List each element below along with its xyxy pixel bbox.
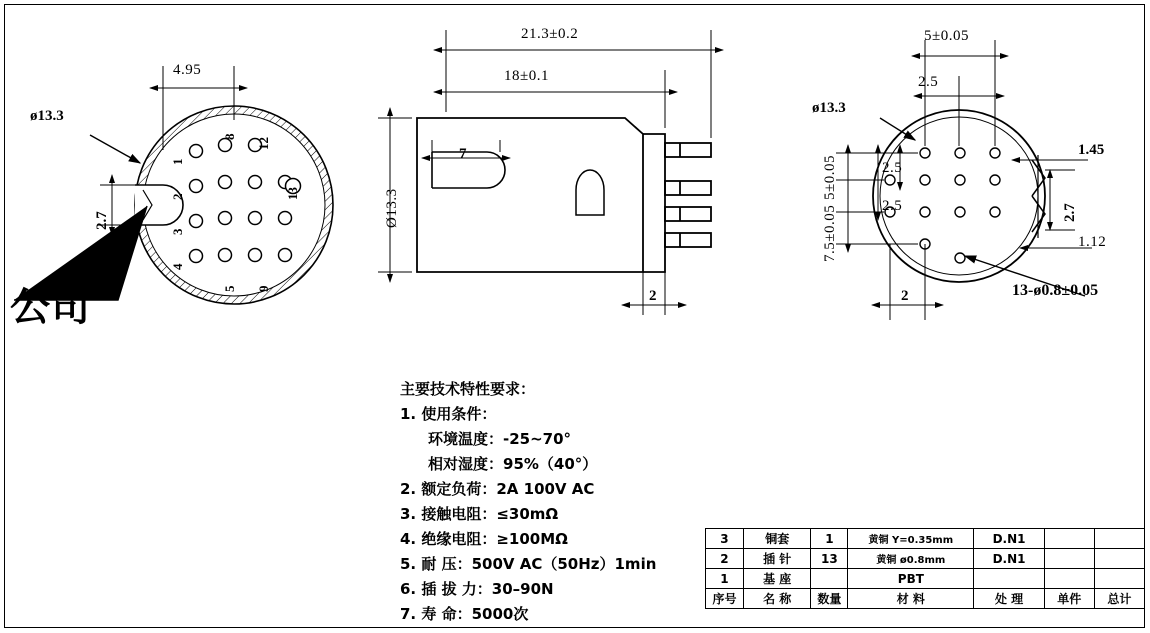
bom-header-total: 总计 bbox=[1094, 589, 1144, 609]
bom-name-3: 铜套 bbox=[743, 529, 811, 549]
spec-item-humidity: 相对湿度：95%（40°） bbox=[428, 455, 598, 473]
dim-right-145: 1.45 bbox=[1078, 142, 1105, 158]
bom-name-1: 基 座 bbox=[743, 569, 811, 589]
bom-total-1 bbox=[1094, 569, 1144, 589]
bom-treat-3: D.N1 bbox=[974, 529, 1044, 549]
dim-right-27: 2.7 bbox=[1062, 203, 1078, 222]
spec-item-1: 1. 使用条件： bbox=[400, 405, 497, 423]
pin-label-1: 1 bbox=[170, 158, 185, 165]
dim-mid-diameter: Ø13.3 bbox=[384, 188, 400, 228]
spec-item-4: 4. 绝缘电阻：≥100MΩ bbox=[400, 530, 568, 548]
bom-unit-1 bbox=[1044, 569, 1094, 589]
bom-material-1: PBT bbox=[848, 569, 974, 589]
table-row bbox=[706, 529, 1145, 549]
spec-item-6: 6. 插 拔 力：30–90N bbox=[400, 580, 554, 598]
bom-qty-3: 1 bbox=[811, 529, 848, 549]
bom-treat-1 bbox=[974, 569, 1044, 589]
pin-label-8: 8 bbox=[222, 133, 237, 140]
bom-no-3: 3 bbox=[706, 529, 744, 549]
bom-material-2: 黄铜 ø0.8mm bbox=[848, 549, 974, 569]
spec-item-2: 2. 额定负荷：2A 100V AC bbox=[400, 480, 595, 498]
pin-label-5: 5 bbox=[222, 285, 237, 292]
bom-name-2: 插 针 bbox=[743, 549, 811, 569]
table-row bbox=[706, 569, 1145, 589]
bom-header-qty: 数量 bbox=[811, 589, 848, 609]
dim-right-vert-half: 5±0.05 bbox=[822, 155, 838, 200]
pin-label-2: 2 bbox=[170, 193, 185, 200]
dim-right-vert-overall: 7.5±0.05 bbox=[822, 204, 838, 262]
dim-body-length: 18±0.1 bbox=[504, 68, 549, 84]
dim-right-diameter: ø13.3 bbox=[812, 100, 846, 116]
pin-label-12: 12 bbox=[256, 137, 271, 150]
dim-overall-length: 21.3±0.2 bbox=[521, 26, 579, 42]
dim-slot-depth: 7 bbox=[459, 146, 467, 162]
pin-label-4: 4 bbox=[170, 263, 185, 270]
dim-right-offset: 2.5 bbox=[918, 74, 939, 90]
dim-right-vert-step: 2.5 bbox=[882, 160, 903, 176]
bom-header-no: 序号 bbox=[706, 589, 744, 609]
pin-label-13: 13 bbox=[285, 187, 300, 200]
bom-qty-2: 13 bbox=[811, 549, 848, 569]
bom-treat-2: D.N1 bbox=[974, 549, 1044, 569]
spec-item-temp: 环境温度：-25~70° bbox=[428, 430, 572, 448]
bom-total-3 bbox=[1094, 529, 1144, 549]
dim-left-width: 4.95 bbox=[173, 62, 202, 78]
spec-item-3: 3. 接触电阻：≤30mΩ bbox=[400, 505, 559, 523]
pin-label-9: 9 bbox=[256, 285, 271, 292]
bom-header-name: 名 称 bbox=[743, 589, 811, 609]
company-logo-text: 公司 bbox=[10, 284, 90, 330]
table-header-row bbox=[706, 589, 1145, 609]
bom-unit-2 bbox=[1044, 549, 1094, 569]
bom-unit-3 bbox=[1044, 529, 1094, 549]
spec-item-5: 5. 耐 压：500V AC（50Hz）1min bbox=[400, 555, 657, 573]
bom-no-1: 1 bbox=[706, 569, 744, 589]
bom-qty-1 bbox=[811, 569, 848, 589]
bom-table bbox=[705, 528, 1145, 609]
dim-right-bottom: 2 bbox=[901, 288, 909, 304]
bom-total-2 bbox=[1094, 549, 1144, 569]
dim-pin-pitch: 2 bbox=[649, 288, 657, 304]
bom-material-3: 黄铜 Y=0.35mm bbox=[848, 529, 974, 549]
bom-header-unit: 单件 bbox=[1044, 589, 1094, 609]
pin-label-3: 3 bbox=[170, 228, 185, 235]
bom-header-treatment: 处 理 bbox=[974, 589, 1044, 609]
dim-left-slot: 2.7 bbox=[94, 211, 110, 230]
spec-heading: 主要技术特性要求： bbox=[400, 380, 536, 398]
hole-callout: 13-ø0.8±0.05 bbox=[1012, 282, 1099, 299]
spec-item-7: 7. 寿 命：5000次 bbox=[400, 605, 529, 623]
dim-right-width: 5±0.05 bbox=[924, 28, 969, 44]
dim-right-vert-step2: 2.5 bbox=[882, 198, 903, 214]
bom-no-2: 2 bbox=[706, 549, 744, 569]
table-row bbox=[706, 549, 1145, 569]
bom-header-material: 材 料 bbox=[848, 589, 974, 609]
dim-left-diameter: ø13.3 bbox=[30, 108, 64, 124]
dim-right-112: 1.12 bbox=[1078, 234, 1107, 250]
